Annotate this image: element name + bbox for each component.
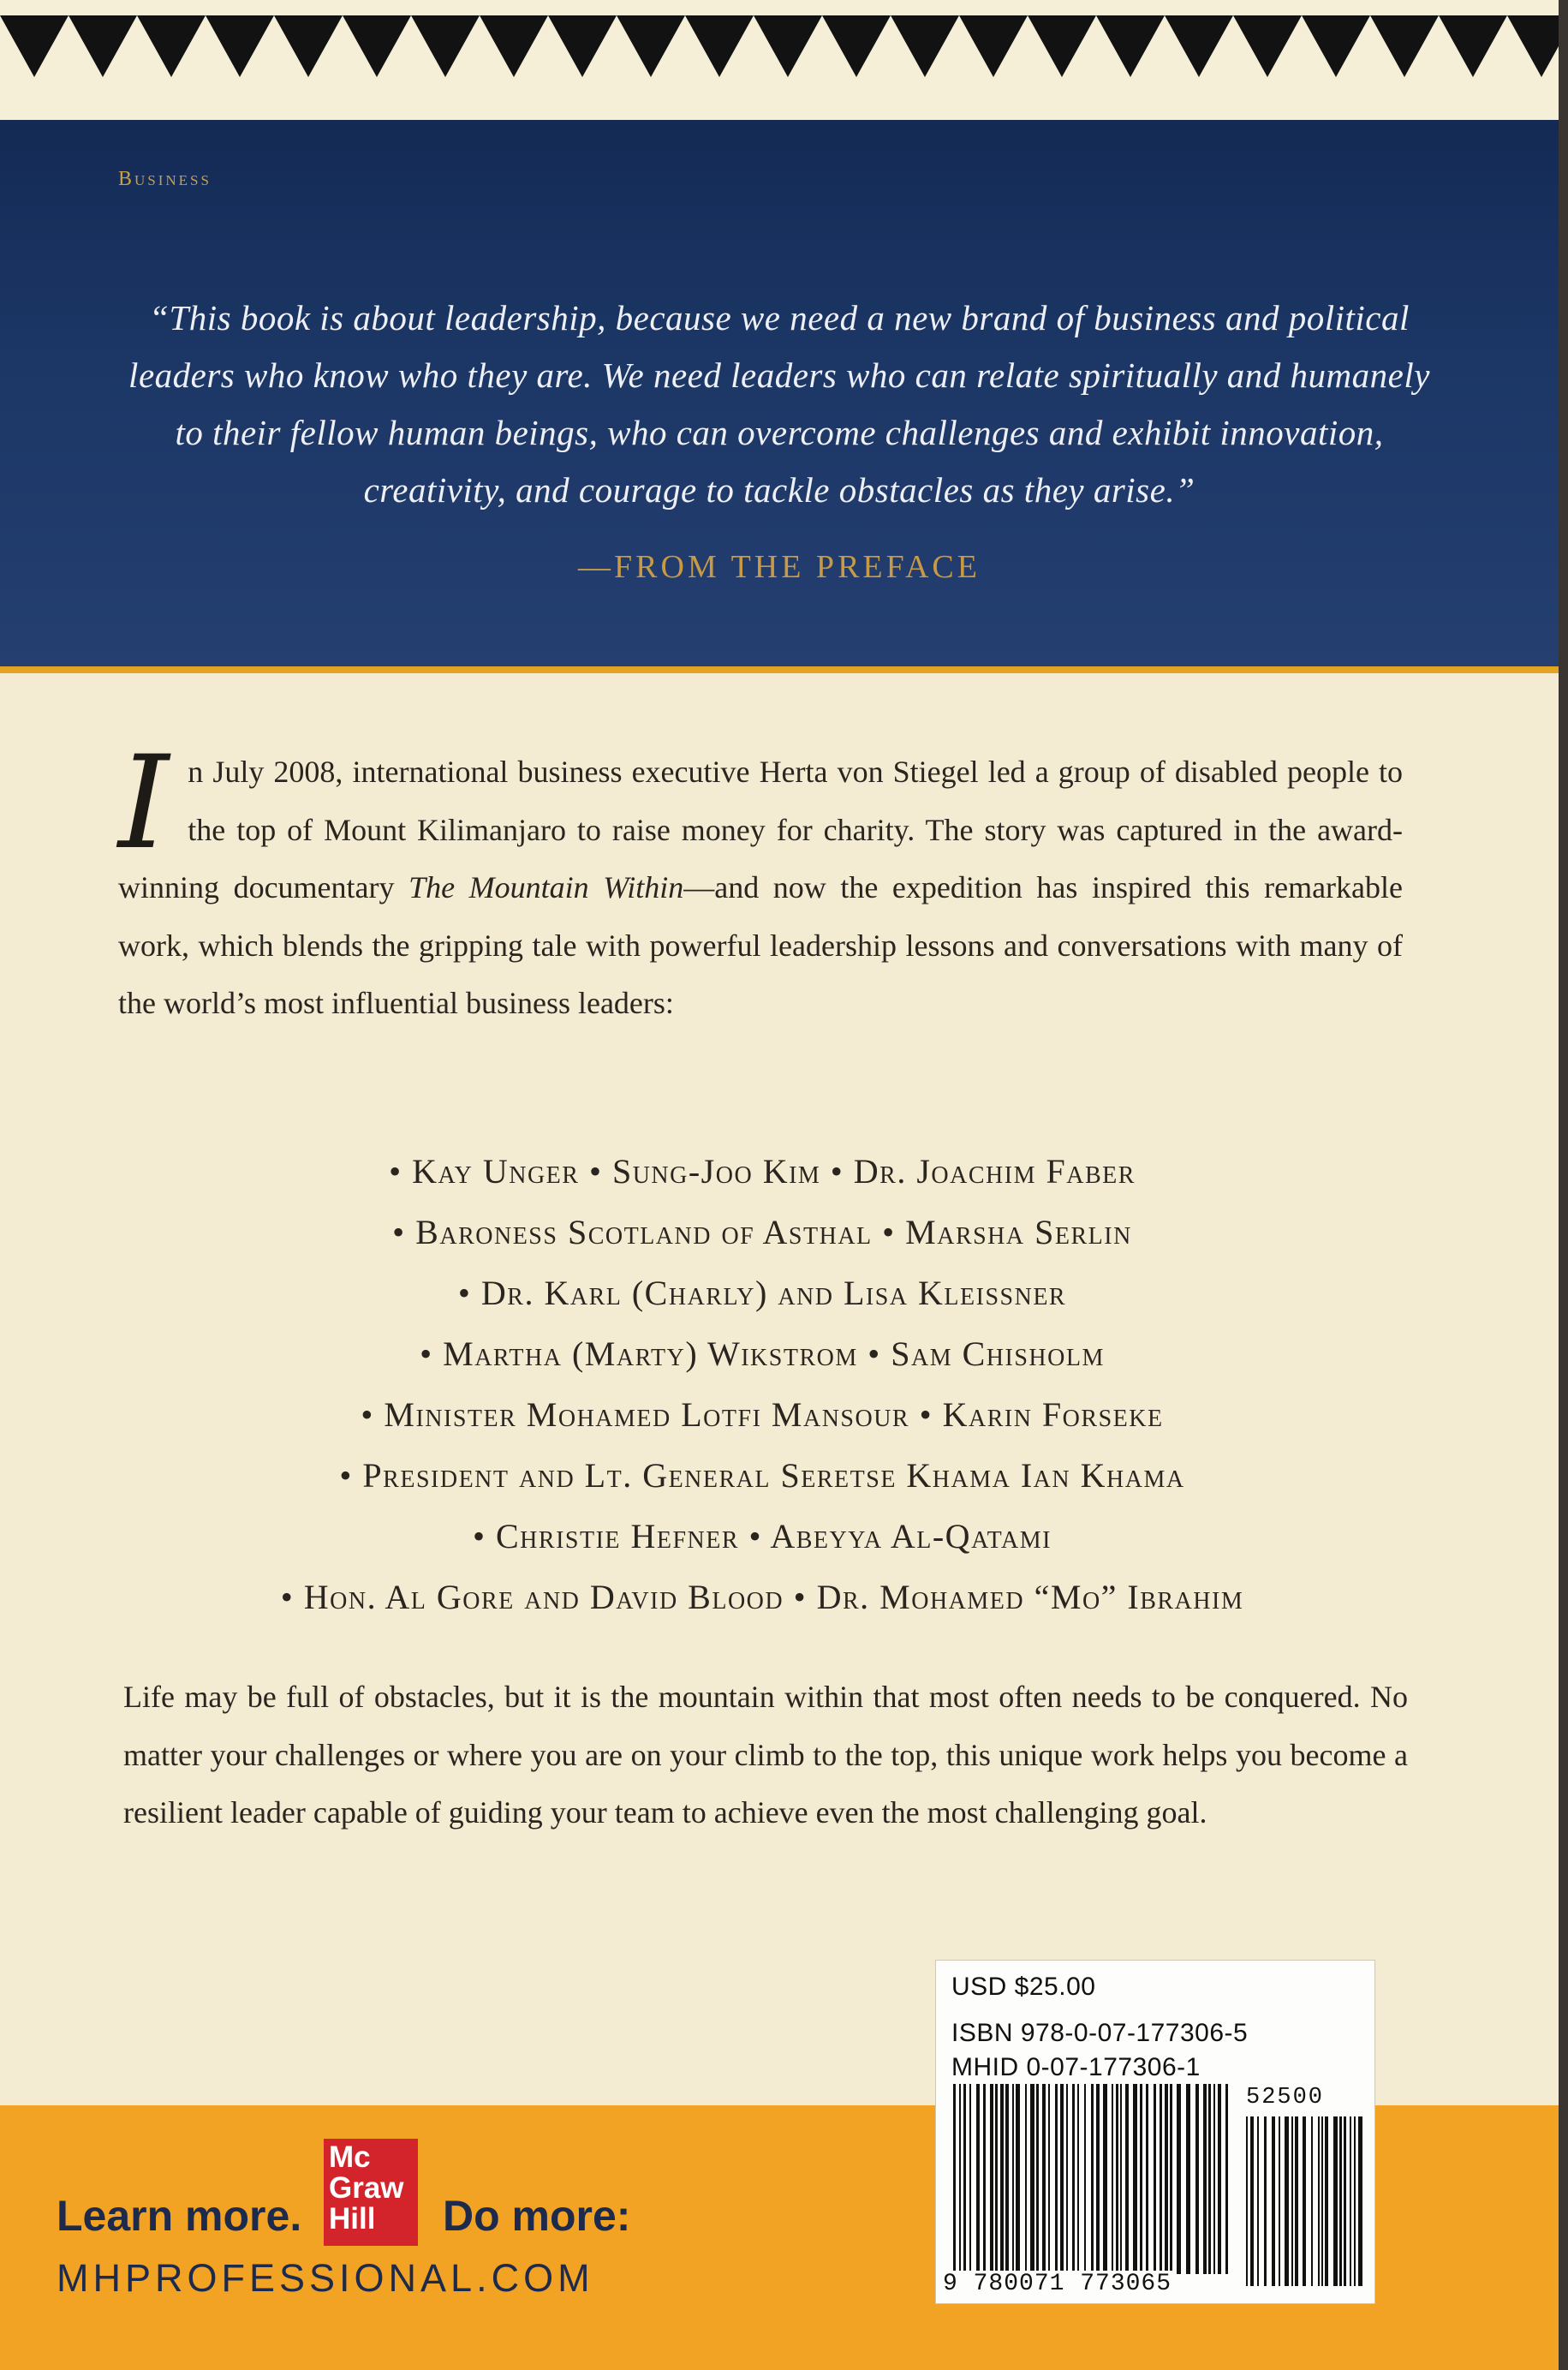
barcode-bar xyxy=(1140,2084,1142,2274)
barcode-bar xyxy=(1048,2084,1050,2274)
barcode-bar xyxy=(1091,2084,1094,2274)
barcode-bar xyxy=(1218,2084,1221,2274)
zigzag-triangle xyxy=(1507,15,1559,77)
intro-text-continued: —and now the expedition has inspired this remarkable work, which blends the gripping tale with powerful leadership lessons and conversations with many of the world’s most influential business leaders: xyxy=(118,870,1404,1020)
barcode-bar xyxy=(1264,2116,1267,2286)
barcode-bar xyxy=(1350,2116,1351,2286)
zigzag-triangle xyxy=(617,15,685,77)
barcode-bar xyxy=(1208,2084,1211,2274)
do-more-slogan: Do more: xyxy=(443,2192,631,2240)
barcode-bar xyxy=(953,2084,956,2274)
barcode-bar xyxy=(995,2084,998,2274)
contributor-line: • Minister Mohamed Lotfi Mansour • Karin Forseke xyxy=(361,1395,1164,1434)
barcode-digits: 9 780071 773065 xyxy=(943,2271,1172,2297)
barcode-bar xyxy=(1344,2116,1346,2286)
barcode-bar xyxy=(1125,2084,1129,2274)
barcode-bar xyxy=(1257,2116,1259,2286)
zigzag-triangle xyxy=(685,15,754,77)
category-label: Business xyxy=(118,168,212,190)
intro-paragraph xyxy=(118,729,1404,1033)
barcode-addon-digits: 52500 xyxy=(1246,2085,1325,2110)
barcode-bar xyxy=(983,2084,986,2274)
barcode-bar xyxy=(1036,2084,1039,2274)
barcode-bar xyxy=(1213,2084,1215,2274)
barcode-bar xyxy=(1321,2116,1323,2286)
preface-quote: “This book is about leadership, because we need a new brand of business and political leaders who know who they are. We need leaders who can relate spiritually and humanely to their fellow human beings, who can overcome challenges and exhibit innovation, creativity, and courage to tackle obstacles as they arise.” xyxy=(128,298,1430,510)
barcode-bar xyxy=(1165,2084,1168,2274)
closing-paragraph: Life may be full of obstacles, but it is the mountain within that most often needs to be conquered. No matter your challenges or where you are on your climb to the top, this unique work helps you become a resilient leader capable of guiding your team to achieve even the most challenging goal. xyxy=(123,1680,1408,1830)
zigzag-triangle xyxy=(0,15,69,77)
zigzag-triangle xyxy=(1233,15,1302,77)
zigzag-triangle xyxy=(206,15,274,77)
contributors-list xyxy=(86,1141,1439,1627)
zigzag-triangle xyxy=(274,15,343,77)
zigzag-pattern xyxy=(0,0,1559,120)
contributor-line: • Christie Hefner • Abeyya Al-Qatami xyxy=(472,1517,1052,1555)
contributor-line: • President and Lt. General Seretse Khama Ian Khama xyxy=(339,1456,1185,1495)
barcode-bar xyxy=(1279,2116,1280,2286)
barcode-bar xyxy=(959,2084,961,2274)
barcode-bar xyxy=(1077,2084,1079,2274)
zigzag-triangle xyxy=(480,15,548,77)
logo-word: Mc xyxy=(329,2140,371,2174)
barcode-bar xyxy=(976,2084,980,2274)
barcode-bar xyxy=(1154,2084,1156,2274)
documentary-title: The Mountain Within xyxy=(408,870,684,904)
zigzag-triangle xyxy=(411,15,480,77)
barcode-label xyxy=(935,1960,1375,2304)
mhid-text: MHID 0-07-177306-1 xyxy=(951,2053,1201,2081)
barcode-bar xyxy=(1225,2084,1228,2274)
barcode-bar xyxy=(1186,2084,1190,2274)
barcode-bar xyxy=(1311,2116,1313,2286)
barcode-bar xyxy=(1025,2084,1027,2274)
barcode-bar xyxy=(1042,2084,1046,2274)
cover-edge xyxy=(1559,0,1568,2370)
barcode-bar xyxy=(1291,2116,1293,2286)
barcode-bar xyxy=(990,2084,993,2274)
barcode-bar xyxy=(1055,2084,1058,2274)
zigzag-triangle xyxy=(1370,15,1439,77)
contributor-line: • Kay Unger • Sung-Joo Kim • Dr. Joachim Faber xyxy=(389,1152,1136,1191)
barcode-bar xyxy=(1203,2084,1207,2274)
zigzag-triangle xyxy=(1028,15,1096,77)
barcode-bar xyxy=(1250,2116,1254,2286)
barcode-bar xyxy=(1016,2084,1020,2274)
barcode-bar xyxy=(1066,2084,1068,2274)
barcode-bar xyxy=(1120,2084,1122,2274)
zigzag-triangle xyxy=(548,15,617,77)
barcode-bar xyxy=(1012,2084,1014,2274)
isbn-text: ISBN 978-0-07-177306-5 xyxy=(951,2019,1249,2047)
logo-word: Graw xyxy=(329,2171,404,2205)
barcode-bar xyxy=(1072,2084,1075,2274)
barcode-bar xyxy=(1060,2084,1064,2274)
barcode-bar xyxy=(1084,2084,1086,2274)
intro-text: n July 2008, international business executive Herta von Stiegel led a group of disabled people to the top of Mount Kilimanjaro to raise money for charity. The story was captured in the award-winning documentary xyxy=(118,755,1403,904)
zigzag-border xyxy=(0,0,1559,120)
zigzag-triangle xyxy=(1302,15,1370,77)
mcgraw-hill-logo xyxy=(324,2139,418,2246)
contributor-line: • Hon. Al Gore and David Blood • Dr. Mohamed “Mo” Ibrahim xyxy=(280,1578,1244,1616)
drop-cap: I xyxy=(118,729,170,878)
barcode-bar xyxy=(1160,2084,1162,2274)
barcode-bar xyxy=(1112,2084,1113,2274)
barcode-graphic xyxy=(936,2080,1374,2301)
zigzag-triangle xyxy=(754,15,822,77)
barcode-bar xyxy=(1116,2084,1118,2274)
barcode-bar xyxy=(1246,2116,1248,2286)
barcode-bar xyxy=(1195,2084,1199,2274)
quote-attribution: —FROM THE PREFACE xyxy=(578,549,981,585)
barcode-bar xyxy=(1303,2116,1306,2286)
barcode-bar xyxy=(1285,2116,1289,2286)
barcode-bar xyxy=(1272,2116,1275,2286)
contributor-line: • Baroness Scotland of Asthal • Marsha Serlin xyxy=(392,1213,1132,1251)
contributor-line: • Dr. Karl (Charly) and Lisa Kleissner xyxy=(457,1274,1067,1312)
barcode-bar xyxy=(1170,2084,1172,2274)
barcode-bar xyxy=(1177,2084,1181,2274)
barcode-bar xyxy=(1358,2116,1362,2286)
barcode-bar xyxy=(1325,2116,1328,2286)
barcode-bar xyxy=(1295,2116,1298,2286)
barcode-bar xyxy=(969,2084,971,2274)
barcode-bar xyxy=(1333,2116,1338,2286)
panel-divider xyxy=(0,666,1559,673)
barcode-bar xyxy=(1005,2084,1009,2274)
zigzag-triangle xyxy=(1165,15,1233,77)
zigzag-triangle xyxy=(1439,15,1507,77)
barcode-bar xyxy=(1000,2084,1004,2274)
learn-more-slogan: Learn more. xyxy=(57,2192,302,2240)
price-text: USD $25.00 xyxy=(951,1973,1096,2001)
zigzag-triangle xyxy=(69,15,137,77)
publisher-website: MHPROFESSIONAL.COM xyxy=(57,2256,594,2300)
barcode-bar xyxy=(1339,2116,1342,2286)
zigzag-triangle xyxy=(959,15,1028,77)
contributor-line: • Martha (Marty) Wikstrom • Sam Chisholm xyxy=(420,1334,1105,1373)
barcode-bar xyxy=(1146,2084,1148,2274)
barcode-bar xyxy=(1103,2084,1107,2274)
zigzag-triangle xyxy=(891,15,959,77)
zigzag-triangle xyxy=(343,15,411,77)
zigzag-triangle xyxy=(137,15,206,77)
barcode-bar xyxy=(1354,2116,1356,2286)
barcode-bar xyxy=(1133,2084,1137,2274)
barcode-bar xyxy=(1030,2084,1034,2274)
zigzag-triangle xyxy=(822,15,891,77)
barcode-bar xyxy=(1096,2084,1100,2274)
barcode-bar xyxy=(963,2084,966,2274)
barcode-bar xyxy=(1318,2116,1320,2286)
logo-word: Hill xyxy=(329,2202,376,2236)
zigzag-triangle xyxy=(1096,15,1165,77)
